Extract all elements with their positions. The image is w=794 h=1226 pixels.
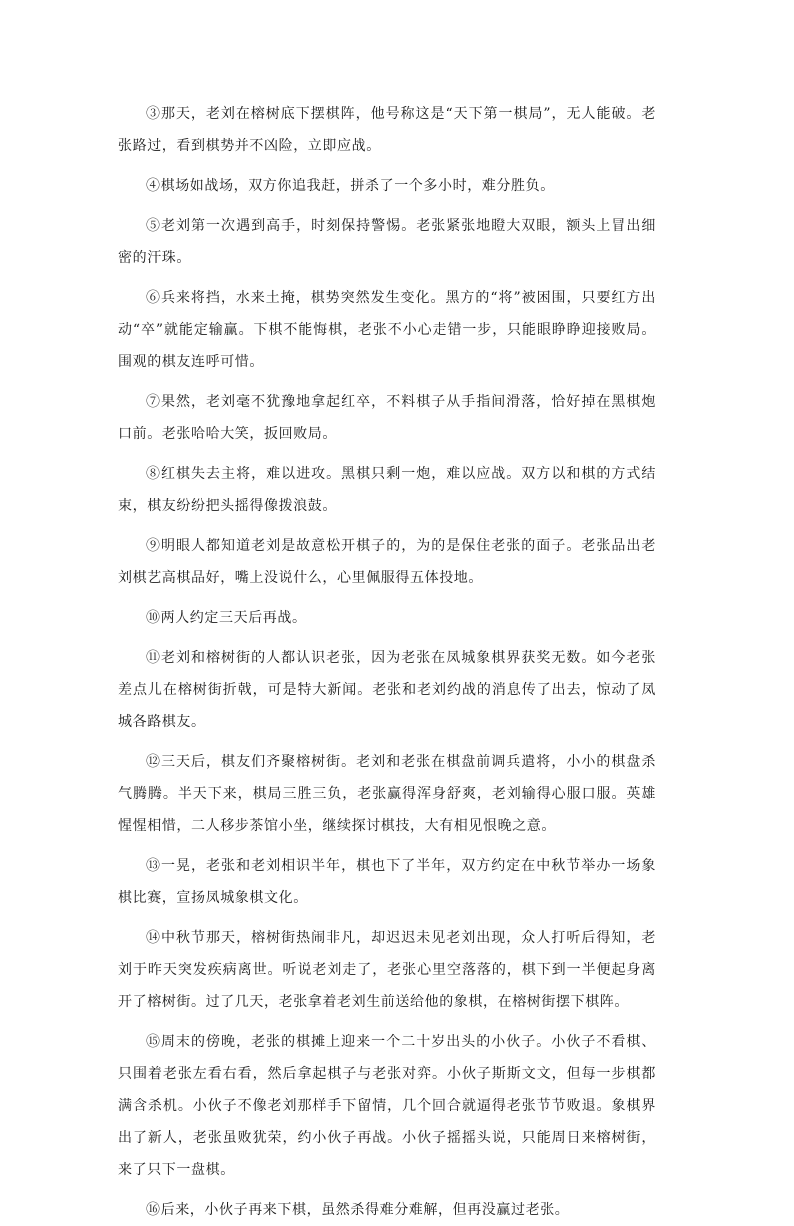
- paragraph-16: ⑯后来，小伙子再来下棋，虽然杀得难分难解，但再没赢过老张。: [146, 1202, 570, 1218]
- paragraph-7: ⑦果然，老刘毫不犹豫地拿起红卒，不料棋子从手指间滑落，恰好掉在黑棋炮口前。老张哈哈大笑，扳回败局。: [118, 394, 656, 442]
- paragraph-13: ⑬一晃，老张和老刘相识半年，棋也下了半年，双方约定在中秋节举办一场象棋比赛，宣扬凤城象棋文化。: [118, 858, 656, 906]
- paragraph-9: ⑨明眼人都知道老刘是故意松开棋子的，为的是保住老张的面子。老张品出老刘棋艺高棋品好，嘴上没说什么，心里佩服得五体投地。: [118, 538, 656, 586]
- paragraph-5: ⑤老刘第一次遇到高手，时刻保持警惕。老张紧张地瞪大双眼，额头上冒出细密的汗珠。: [118, 218, 656, 266]
- paragraph-15: ⑮周末的傍晚，老张的棋摊上迎来一个二十岁出头的小伙子。小伙子不看棋、只围着老张左看右看，然后拿起棋子与老张对弈。小伙子斯斯文文，但每一步棋都满含杀机。小伙子不像老刘那样手下留情，几个回合就逼得老张节节败退。象棋界出了新人，老张虽败犹荣，约小伙子再战。小伙子摇摇头说，只能周日来榕树街，来了只下一盘棋。: [118, 1034, 656, 1178]
- paragraph-6: ⑥兵来将挡，水来土掩，棋势突然发生变化。黑方的“将”被困围，只要红方出动“卒”就能定输赢。下棋不能悔棋，老张不小心走错一步，只能眼睁睁迎接败局。围观的棋友连呼可惜。: [118, 290, 656, 370]
- paragraph-4: ④棋场如战场，双方你追我赶，拼杀了一个多小时，难分胜负。: [146, 178, 555, 194]
- paragraph-8: ⑧红棋失去主将，难以进攻。黑棋只剩一炮，难以应战。双方以和棋的方式结束，棋友纷纷把头摇得像拨浪鼓。: [118, 466, 656, 514]
- paragraph-10: ⑩两人约定三天后再战。: [146, 610, 307, 626]
- paragraph-11: ⑪老刘和榕树街的人都认识老张，因为老张在凤城象棋界获奖无数。如今老张差点儿在榕树街折戟，可是特大新闻。老张和老刘约战的消息传了出去，惊动了凤城各路棋友。: [118, 650, 656, 730]
- paragraph-14: ⑭中秋节那天，榕树街热闹非凡，却迟迟未见老刘出现，众人打听后得知，老刘于昨天突发疾病离世。听说老刘走了，老张心里空落落的，棋下到一半便起身离开了榕树街。过了几天，老张拿着老刘生前送给他的象棋，在榕树街摆下棋阵。: [118, 930, 656, 1010]
- paragraph-3: ③那天，老刘在榕树底下摆棋阵，他号称这是“天下第一棋局”，无人能破。老张路过，看到棋势并不凶险，立即应战。: [118, 106, 656, 154]
- paragraph-12: ⑫三天后，棋友们齐聚榕树街。老刘和老张在棋盘前调兵遣将，小小的棋盘杀气腾腾。半天下来，棋局三胜三负，老张赢得浑身舒爽，老刘输得心服口服。英雄惺惺相惜，二人移步茶馆小坐，继续探讨棋技，大有相见恨晚之意。: [118, 754, 656, 834]
